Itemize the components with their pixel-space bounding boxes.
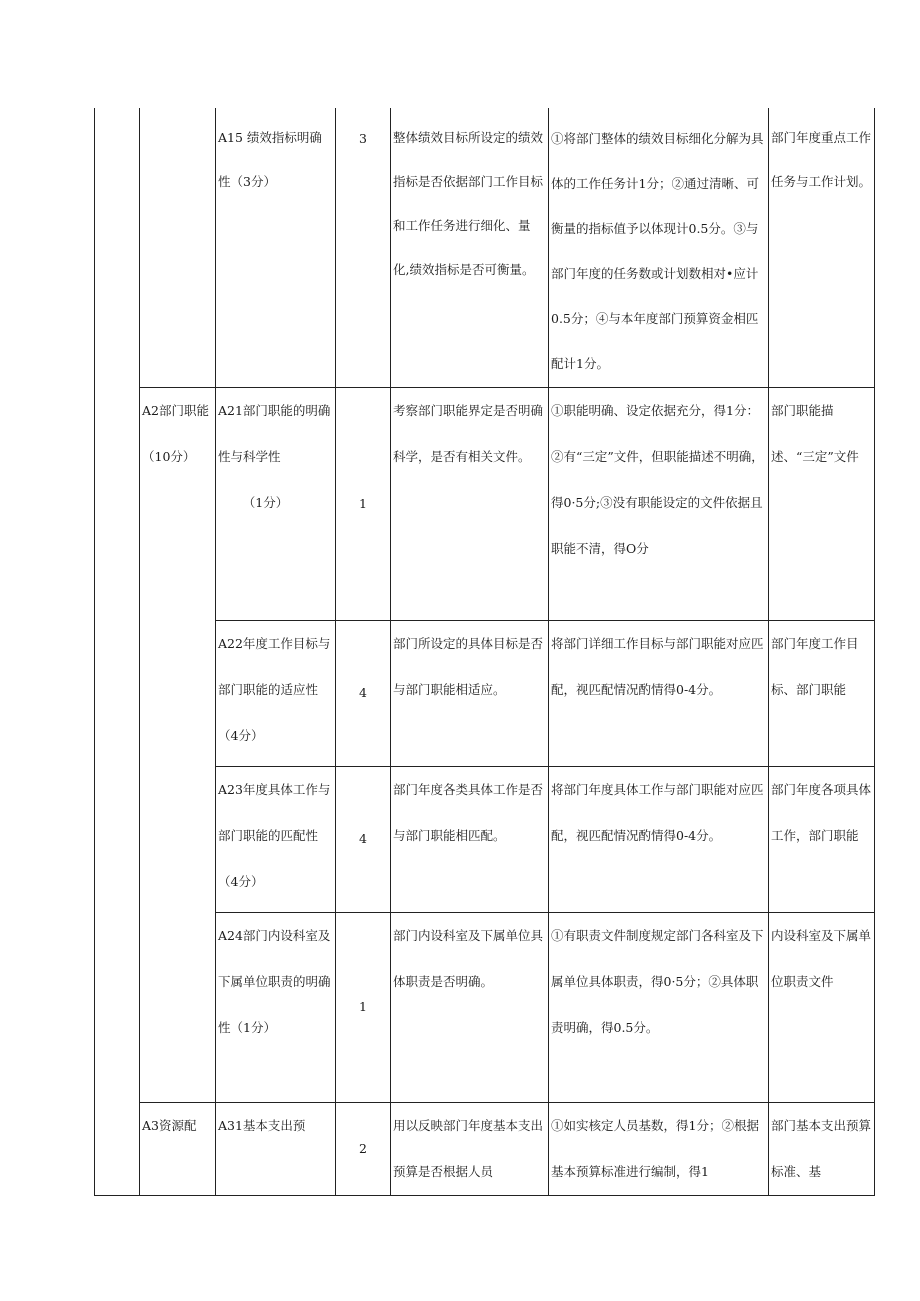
method-text: ①职能明确、设定依据充分，得1分：②有“三定”文件，但职能描述不明确，得0·5分;③没有职能设定的文件依据且职能不清，得O分: [551, 402, 764, 556]
method-cell: [549, 766, 769, 912]
table-row: [95, 108, 875, 387]
score-value: 3: [359, 131, 367, 146]
indicator-score-note: （1分）: [242, 494, 289, 510]
content-text: 整体绩效目标所设定的绩效指标是否依据部门工作目标和工作任务进行细化、量化,绩效指标是否可衡量。: [393, 130, 544, 277]
method-text: ①有职责文件制度规定部门各科室及下属单位具体职责，得0·5分；②具体职责明确，得0.5分。: [551, 927, 764, 1035]
score-value: 1: [359, 495, 367, 511]
evidence-cell: [769, 387, 875, 620]
content-text: 用以反映部门年度基本支出预算是否根据人员: [393, 1117, 544, 1179]
method-text: 将部门详细工作目标与部门职能对应匹配，视匹配情况酌情得0-4分。: [551, 635, 764, 697]
evidence-cell: [769, 766, 875, 912]
score-value: 2: [359, 1140, 367, 1156]
content-cell: [391, 387, 549, 620]
method-cell: [549, 912, 769, 1102]
indicator-text: A31基本支出预: [218, 1117, 306, 1133]
content-text: 部门内设科室及下属单位具体职责是否明确。: [393, 927, 544, 989]
score-cell: [336, 912, 391, 1102]
indicator-text: A22年度工作目标与部门职能的适应性（4分）: [218, 635, 331, 743]
method-cell: [549, 387, 769, 620]
indicator-text: A21部门职能的明确性与科学性: [218, 402, 331, 464]
content-text: 考察部门职能界定是否明确科学，是否有相关文件。: [393, 402, 544, 464]
evidence-text: 部门年度重点工作任务与工作计划。: [771, 130, 872, 189]
indicator-cell: [216, 387, 336, 620]
score-cell: [336, 620, 391, 766]
score-cell: [336, 387, 391, 620]
category-text: A2部门职能（10分）: [142, 402, 209, 464]
content-cell: [391, 620, 549, 766]
method-cell: [549, 1102, 769, 1195]
evidence-text: 部门年度工作目标、部门职能: [771, 635, 859, 697]
score-cell: [336, 108, 391, 387]
content-cell: [391, 912, 549, 1102]
evidence-text: 部门职能描述、“三定”文件: [771, 402, 859, 464]
evidence-cell: [769, 108, 875, 387]
score-value: 4: [359, 831, 367, 846]
evaluation-table: [94, 108, 875, 1196]
category-cell: [140, 1102, 216, 1195]
score-value: 1: [359, 999, 367, 1014]
method-cell: [549, 108, 769, 387]
indicator-text: A15 绩效指标明确性（3分）: [218, 130, 322, 189]
evidence-text: 内设科室及下属单位职责文件: [771, 927, 872, 989]
indicator-text: A24部门内设科室及下属单位职责的明确性（1分）: [218, 927, 331, 1035]
score-cell: [336, 1102, 391, 1195]
table-row: [95, 1102, 875, 1195]
evidence-text: 部门基本支出预算标准、基: [771, 1117, 872, 1179]
content-cell: [391, 108, 549, 387]
score-cell: [336, 766, 391, 912]
indicator-cell: [216, 1102, 336, 1195]
indicator-cell: [216, 108, 336, 387]
category-cell: [140, 387, 216, 1102]
indicator-cell: [216, 766, 336, 912]
evidence-cell: [769, 1102, 875, 1195]
method-cell: [549, 620, 769, 766]
method-text: 将部门年度具体工作与部门职能对应匹配，视匹配情况酌情得0-4分。: [551, 781, 764, 843]
indicator-text: A23年度具体工作与部门职能的匹配性（4分）: [218, 781, 331, 889]
method-text: ①将部门整体的绩效目标细化分解为具体的工作任务计1分；②通过清晰、可衡量的指标值予以体现计0.5分。③与部门年度的任务数或计划数相对•应计0.5分；④与本年度部门预算资金相匹配计1分。: [551, 131, 764, 371]
score-value: 4: [359, 685, 367, 700]
evidence-cell: [769, 912, 875, 1102]
outer-category-cell: [95, 108, 140, 1195]
content-text: 部门所设定的具体目标是否与部门职能相适应。: [393, 635, 544, 697]
indicator-cell: [216, 620, 336, 766]
category-text: A3资源配: [142, 1117, 197, 1133]
category-cell: [140, 108, 216, 387]
evidence-cell: [769, 620, 875, 766]
content-cell: [391, 1102, 549, 1195]
table-row: [95, 387, 875, 620]
indicator-cell: [216, 912, 336, 1102]
evidence-text: 部门年度各项具体工作，部门职能: [771, 781, 872, 843]
content-cell: [391, 766, 549, 912]
content-text: 部门年度各类具体工作是否与部门职能相匹配。: [393, 781, 544, 843]
method-text: ①如实核定人员基数，得1分；②根据基本预算标准进行编制，得1: [551, 1117, 759, 1179]
